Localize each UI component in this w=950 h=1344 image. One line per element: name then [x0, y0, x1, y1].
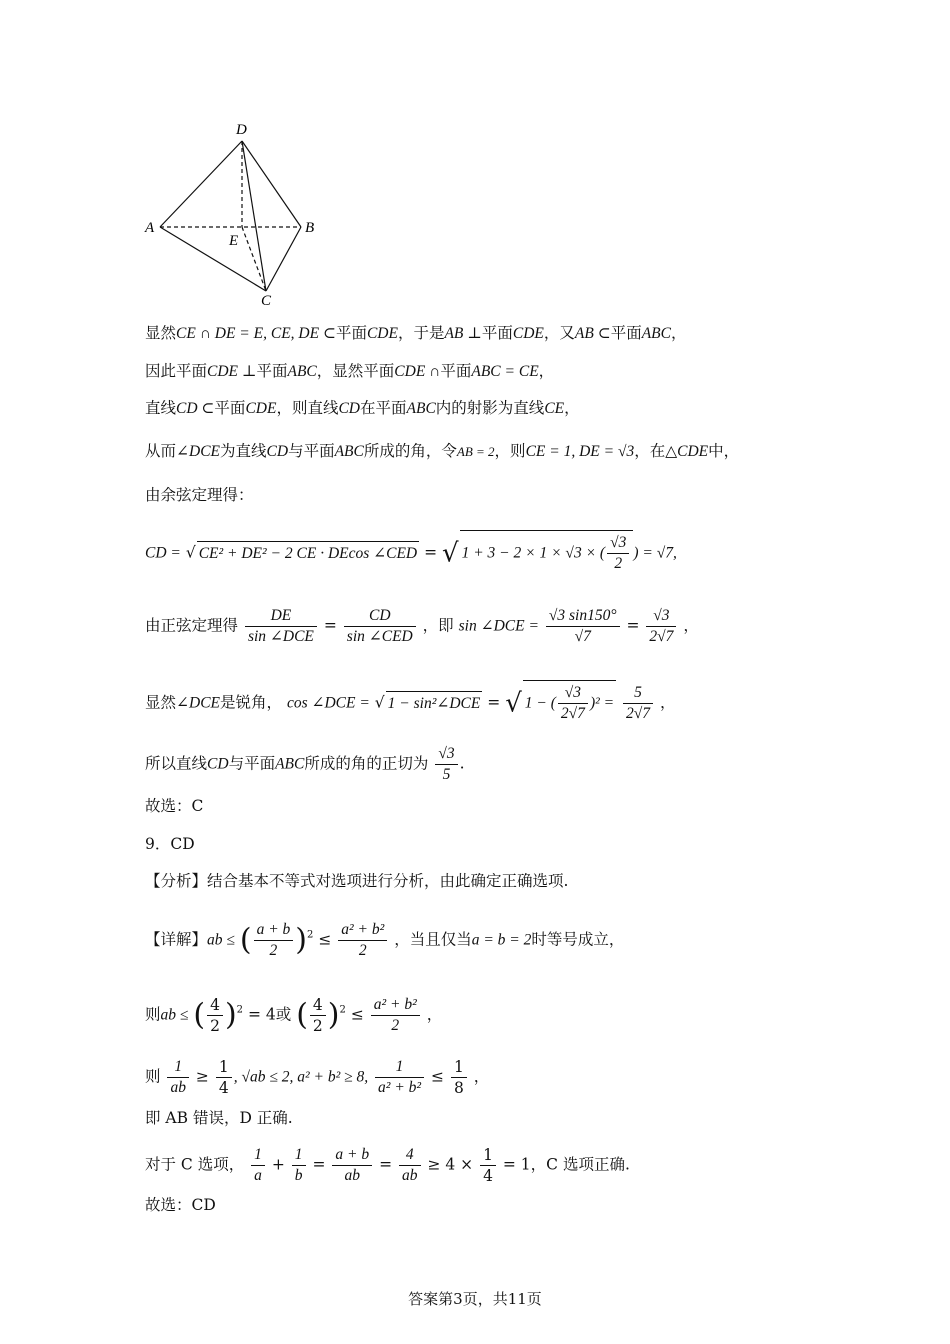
formula-cosine-law: CD = √ CE² + DE² − 2 CE · DEcos ∠CED = √ 1 + 3 − 2 × 1 × √3 × ( $\frac{√3}{2}$ ) = √7,: [145, 530, 677, 574]
detail-line-5: 对于 C 选项， $\frac{1}{a}$ + $\frac{1}{b}$ = $\frac{a + b}{ab}$ = $\frac{4}{ab}$ ≥ 4 × $\frac{1}{4}$ = 1，C 选项正确.: [145, 1146, 630, 1185]
answer-line-8: 故选：C: [145, 797, 204, 815]
edge-da: [160, 141, 242, 227]
text-line-2: 因此平面CDE ⊥平面ABC，显然平面CDE ∩平面ABC = CE，: [145, 362, 555, 380]
analysis-line: 【分析】结合基本不等式对选项进行分析，由此确定正确选项.: [145, 872, 569, 890]
tetrahedron-figure: [140, 115, 330, 315]
label-c: C: [261, 293, 272, 309]
page-footer: 答案第3页，共11页: [408, 1290, 542, 1308]
edge-db: [242, 141, 301, 227]
label-e: E: [229, 233, 239, 249]
answer-line-9: 故选：CD: [145, 1196, 216, 1214]
label-a: A: [145, 220, 155, 236]
label-d: D: [236, 122, 247, 138]
text-line-3: 直线CD ⊂平面CDE，则直线CD在平面ABC内的射影为直线CE，: [145, 399, 580, 417]
detail-line-1: 【详解】ab ≤ ( $\frac{a + b}{2}$ )$^2$ ≤ $\frac{\text{a² + b²}}{2}$ ，当且仅当a = b = 2时等号成立，: [145, 921, 625, 959]
edge-ec-dashed: [242, 227, 266, 291]
formula-sine-law: 由正弦定理得 $\frac{DE}{\text{sin ∠DCE}}$ = $\frac{CD}{\text{sin ∠CED}}$ ，即 sin ∠DCE = $\frac{√3 \sin 150^\circ}{√7}$ = $\frac{√3}{2√7}$ ，: [145, 607, 699, 645]
edge-dc: [242, 141, 266, 291]
detail-line-3: 则 $\frac{1}{ab}$ ≥ $\frac{1}{4}$ , √ab ≤ 2, a² + b² ≥ 8, $\frac{1}{\text{a² + b²}}$ ≤ $\frac{1}{8}$ ，: [145, 1058, 490, 1097]
text-line-tangent: 所以直线CD与平面ABC所成的角的正切为 $\frac{√3}{5}$ .: [145, 745, 465, 783]
label-b: B: [305, 220, 315, 236]
text-line-5: 由余弦定理得：: [145, 486, 254, 504]
edge-ac: [160, 227, 266, 291]
detail-line-2: 则ab ≤ ( $\frac{4}{2}$ )$^2$ = 4或 ( $\frac{4}{2}$ )$^2$ ≤ $\frac{\text{a² + b²}}{2}$ ，: [145, 996, 443, 1035]
detail-line-4: 即 AB 错误，D 正确.: [145, 1109, 293, 1127]
text-line-1: 显然CE ∩ DE = E, CE, DE ⊂平面CDE，于是AB ⊥平面CDE，又AB ⊂平面ABC，: [145, 324, 687, 342]
edge-bc: [266, 227, 301, 291]
text-line-4: 从而∠DCE为直线CD与平面ABC所成的角，令AB = 2，则CE = 1, DE = √3，在△CDE中，: [145, 442, 740, 460]
formula-cosine-dce: 显然∠DCE是锐角， cos ∠DCE = √ 1 − sin²∠DCE = √ 1 − ( $\frac{√3}{2√7}$ )² = $\frac{5}{2√7}$ ，: [145, 680, 676, 724]
question-9-answer: 9．CD: [145, 835, 195, 853]
